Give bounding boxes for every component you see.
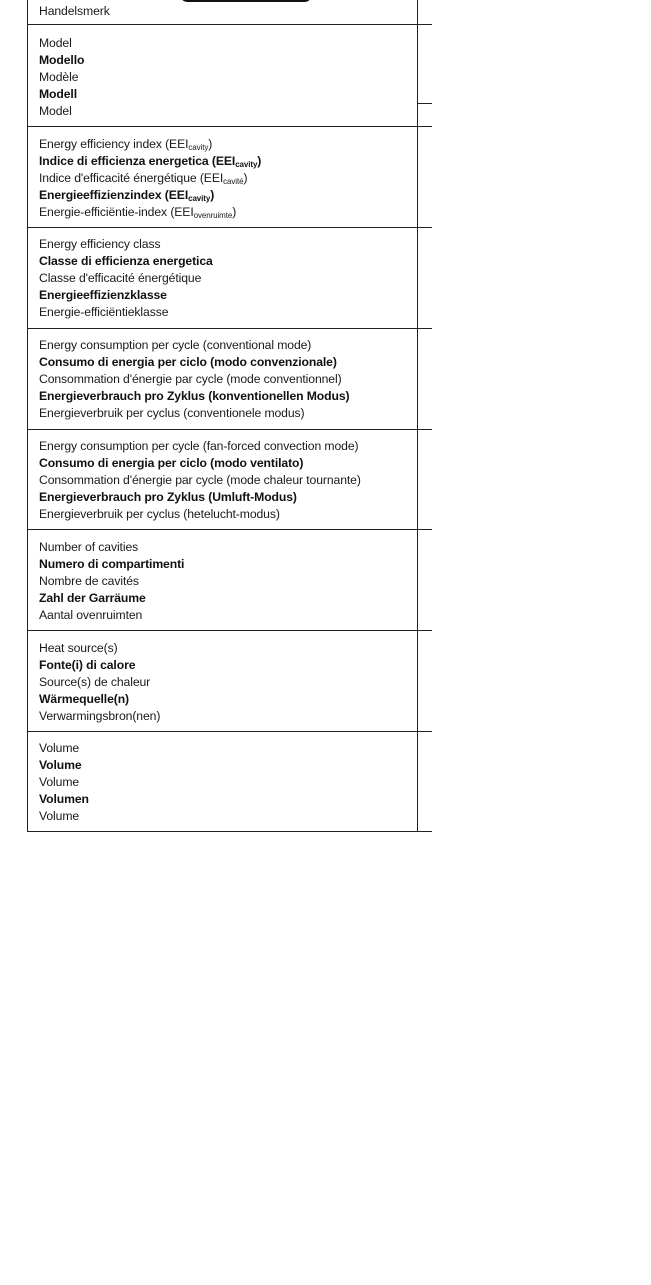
- row-model: [39, 35, 411, 120]
- row-divider: [27, 429, 432, 430]
- row-line: Nombre de cavités: [39, 574, 139, 588]
- row-line: Source(s) de chaleur: [39, 675, 151, 689]
- row-line: Volumen: [39, 792, 89, 806]
- row-line: Heat source(s): [39, 641, 118, 655]
- row-divider: [27, 24, 432, 25]
- row-line: Volume: [39, 758, 82, 772]
- row-energy-efficiency-index: [39, 136, 411, 221]
- row-line: Energieeffizienzindex $(EEI_{cavity})$: [39, 188, 215, 203]
- row-line: Model: [39, 104, 72, 118]
- row-line: Consommation d'énergie par cycle (mode chaleur tournante): [39, 473, 361, 487]
- row-divider: [27, 328, 432, 329]
- row-line: Wärmequelle(n): [39, 692, 130, 706]
- row-consumption-fan-forced: [39, 438, 411, 523]
- row-number-of-cavities: [39, 539, 411, 624]
- row-line: Numero di compartimenti: [39, 557, 185, 571]
- row-line: Energy consumption per cycle (fan-forced convection mode): [39, 439, 359, 453]
- row-line: Energieverbrauch pro Zyklus (konventionellen Modus): [39, 389, 350, 403]
- row-line: Volume: [39, 809, 80, 823]
- row-line: Classe di efficienza energetica: [39, 254, 213, 268]
- row-line: Classe d'efficacité énergétique: [39, 271, 202, 285]
- row-line: Consumo di energia per ciclo (modo convenzionale): [39, 355, 337, 369]
- row-line: Energie-efficiëntieklasse: [39, 305, 169, 319]
- row-line: Energy efficiency index $(EEI_{cavity})$: [39, 137, 213, 152]
- row-line: Aantal ovenruimten: [39, 608, 143, 622]
- row-divider: [27, 630, 432, 631]
- row-heat-sources: [39, 640, 411, 725]
- row-line: Zahl der Garräume: [39, 591, 146, 605]
- row-line: Energieverbrauch pro Zyklus (Umluft-Modus): [39, 490, 297, 504]
- row-line: Volume: [39, 741, 80, 755]
- row-divider: [27, 529, 432, 530]
- row-line: Indice d'efficacité énergétique $(EEI_{cavité})$: [39, 171, 248, 186]
- table-left-border: [27, 0, 28, 831]
- row-divider: [27, 731, 432, 732]
- table-column-divider: [417, 0, 418, 831]
- row-line: Modello: [39, 53, 85, 67]
- row-line: Energie-efficiëntie-index $(EEI_{ovenruimte})$: [39, 205, 237, 220]
- row-line: Energieverbruik per cyclus (hetelucht-modus): [39, 507, 280, 521]
- row-energy-efficiency-class: [39, 236, 411, 321]
- brand-logo-fragment: [179, 0, 313, 2]
- row-line: Handelsmerk: [39, 4, 110, 18]
- row-line: Energy efficiency class: [39, 237, 161, 251]
- row-line: Volume: [39, 775, 80, 789]
- row-line: Consumo di energia per ciclo (modo ventilato): [39, 456, 304, 470]
- row-line: Energy consumption per cycle (conventional mode): [39, 338, 312, 352]
- row-line: Fonte(i) di calore: [39, 658, 136, 672]
- row-line: Indice di efficienza energetica $(EEI_{cavity})$: [39, 154, 262, 169]
- table-bottom-border: [27, 831, 432, 832]
- row-line: Number of cavities: [39, 540, 139, 554]
- row-line: Modèle: [39, 70, 79, 84]
- row-line: Energieverbruik per cyclus (conventionele modus): [39, 406, 305, 420]
- row-line: Energieeffizienzklasse: [39, 288, 167, 302]
- row-volume: [39, 740, 411, 825]
- row-line: Verwarmingsbron(nen): [39, 709, 161, 723]
- value-column-tick: [417, 103, 432, 104]
- row-trademark: [39, 3, 411, 20]
- row-line: Model: [39, 36, 72, 50]
- row-consumption-conventional: [39, 337, 411, 422]
- row-divider: [27, 227, 432, 228]
- row-divider: [27, 126, 432, 127]
- row-line: Modell: [39, 87, 77, 101]
- row-line: Consommation d'énergie par cycle (mode conventionnel): [39, 372, 342, 386]
